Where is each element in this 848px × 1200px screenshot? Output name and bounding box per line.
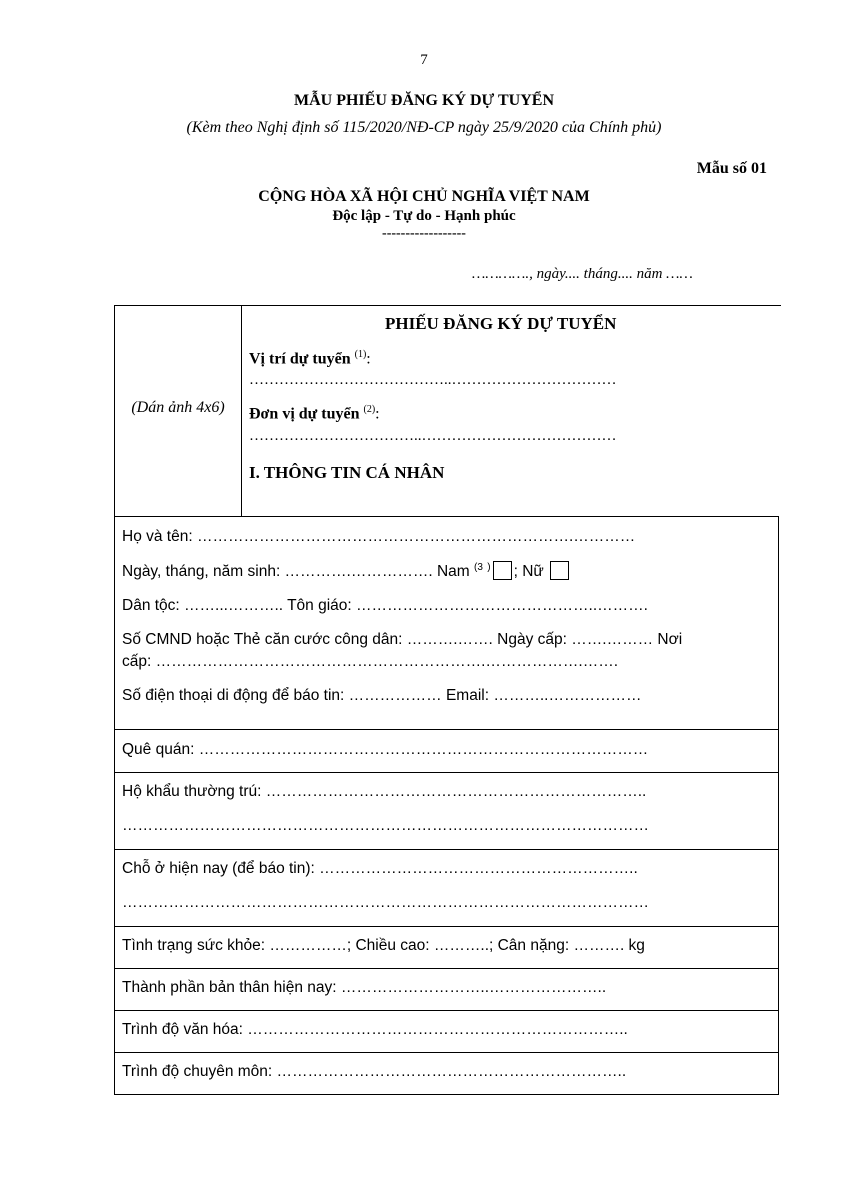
hometown-field[interactable]: Quê quán: …………………………………………………………………………… <box>122 741 649 758</box>
unit-field-label: Đơn vị dự tuyển $^{(2)}$: <box>249 404 380 423</box>
current-address-row <box>115 849 778 926</box>
form-title: MẪU PHIẾU ĐĂNG KÝ DỰ TUYỂN <box>294 92 554 109</box>
national-motto: Độc lập - Tự do - Hạnh phúc <box>332 208 516 224</box>
social-class-row <box>115 968 778 1010</box>
professional-row <box>115 1052 778 1094</box>
national-divider: ------------------ <box>382 226 466 241</box>
id-issue-place-field[interactable]: cấp: ……………………………………………………….……………….……. <box>122 653 619 670</box>
photo-placeholder <box>115 306 242 516</box>
personal-details-row <box>115 517 778 729</box>
current-address-field-2[interactable]: ………………………………………………………………………………………… <box>122 894 649 911</box>
permanent-residence-row <box>115 772 778 849</box>
personal-info-table <box>114 516 779 1095</box>
female-checkbox[interactable] <box>550 561 569 580</box>
form-code: Mẫu số 01 <box>696 160 767 177</box>
position-field-label: Vị trí dự tuyển $^{(1)}$: <box>249 349 371 368</box>
registration-header-block <box>114 305 781 518</box>
photo-label: (Dán ảnh 4x6) <box>131 399 225 416</box>
social-class-field[interactable]: Thành phần bản thân hiện nay: ………………………..………………….. <box>122 979 607 996</box>
national-name: CỘNG HÒA XÃ HỘI CHỦ NGHĨA VIỆT NAM <box>258 188 590 205</box>
professional-field[interactable]: Trình độ chuyên môn: ………………………………………………………….. <box>122 1063 627 1080</box>
full-name-field[interactable]: Họ và tên: ……………………………………………………………….………… <box>122 528 636 545</box>
education-field[interactable]: Trình độ văn hóa: ……………………………………………………………….. <box>122 1021 628 1038</box>
ethnicity-religion-field[interactable]: Dân tộc: ……...……….. Tôn giáo: ………………………………………..………. <box>122 597 648 614</box>
unit-field[interactable]: ……………………………..………………………………… <box>249 428 617 444</box>
health-field[interactable]: Tình trạng sức khỏe: ……………; Chiều cao: ………..; Cân nặng: ………. kg <box>122 937 645 954</box>
registration-title: PHIẾU ĐĂNG KÝ DỰ TUYỂN <box>385 314 617 333</box>
permanent-residence-field[interactable]: Hộ khẩu thường trú: ……………………………………………………………….. <box>122 783 647 800</box>
education-row <box>115 1010 778 1052</box>
page-number: 7 <box>420 52 428 68</box>
hometown-row <box>115 729 778 772</box>
id-card-field[interactable]: Số CMND hoặc Thẻ căn cước công dân: ……….……. Ngày cấp: …….……… Nơi <box>122 631 683 648</box>
position-field[interactable]: …………………………………..…………………………… <box>249 372 617 388</box>
health-row <box>115 926 778 968</box>
dob-gender-field[interactable]: Ngày, tháng, năm sinh: ………….……………. Nam $^{(3}$ ) ; Nữ <box>122 561 571 581</box>
section-title: I. THÔNG TIN CÁ NHÂN <box>249 463 445 482</box>
phone-email-field[interactable]: Số điện thoại di động để báo tin: ……………… Email: ………..……………… <box>122 687 642 704</box>
date-line: …………., ngày.... tháng.... năm …… <box>472 266 693 282</box>
current-address-field[interactable]: Chỗ ở hiện nay (để báo tin): …………………………………………………….. <box>122 860 638 877</box>
permanent-residence-field-2[interactable]: ………………………………………………………………………………………… <box>122 817 649 834</box>
male-checkbox[interactable] <box>493 561 512 580</box>
form-subtitle: (Kèm theo Nghị định số 115/2020/NĐ-CP ngày 25/9/2020 của Chính phủ) <box>186 119 662 136</box>
